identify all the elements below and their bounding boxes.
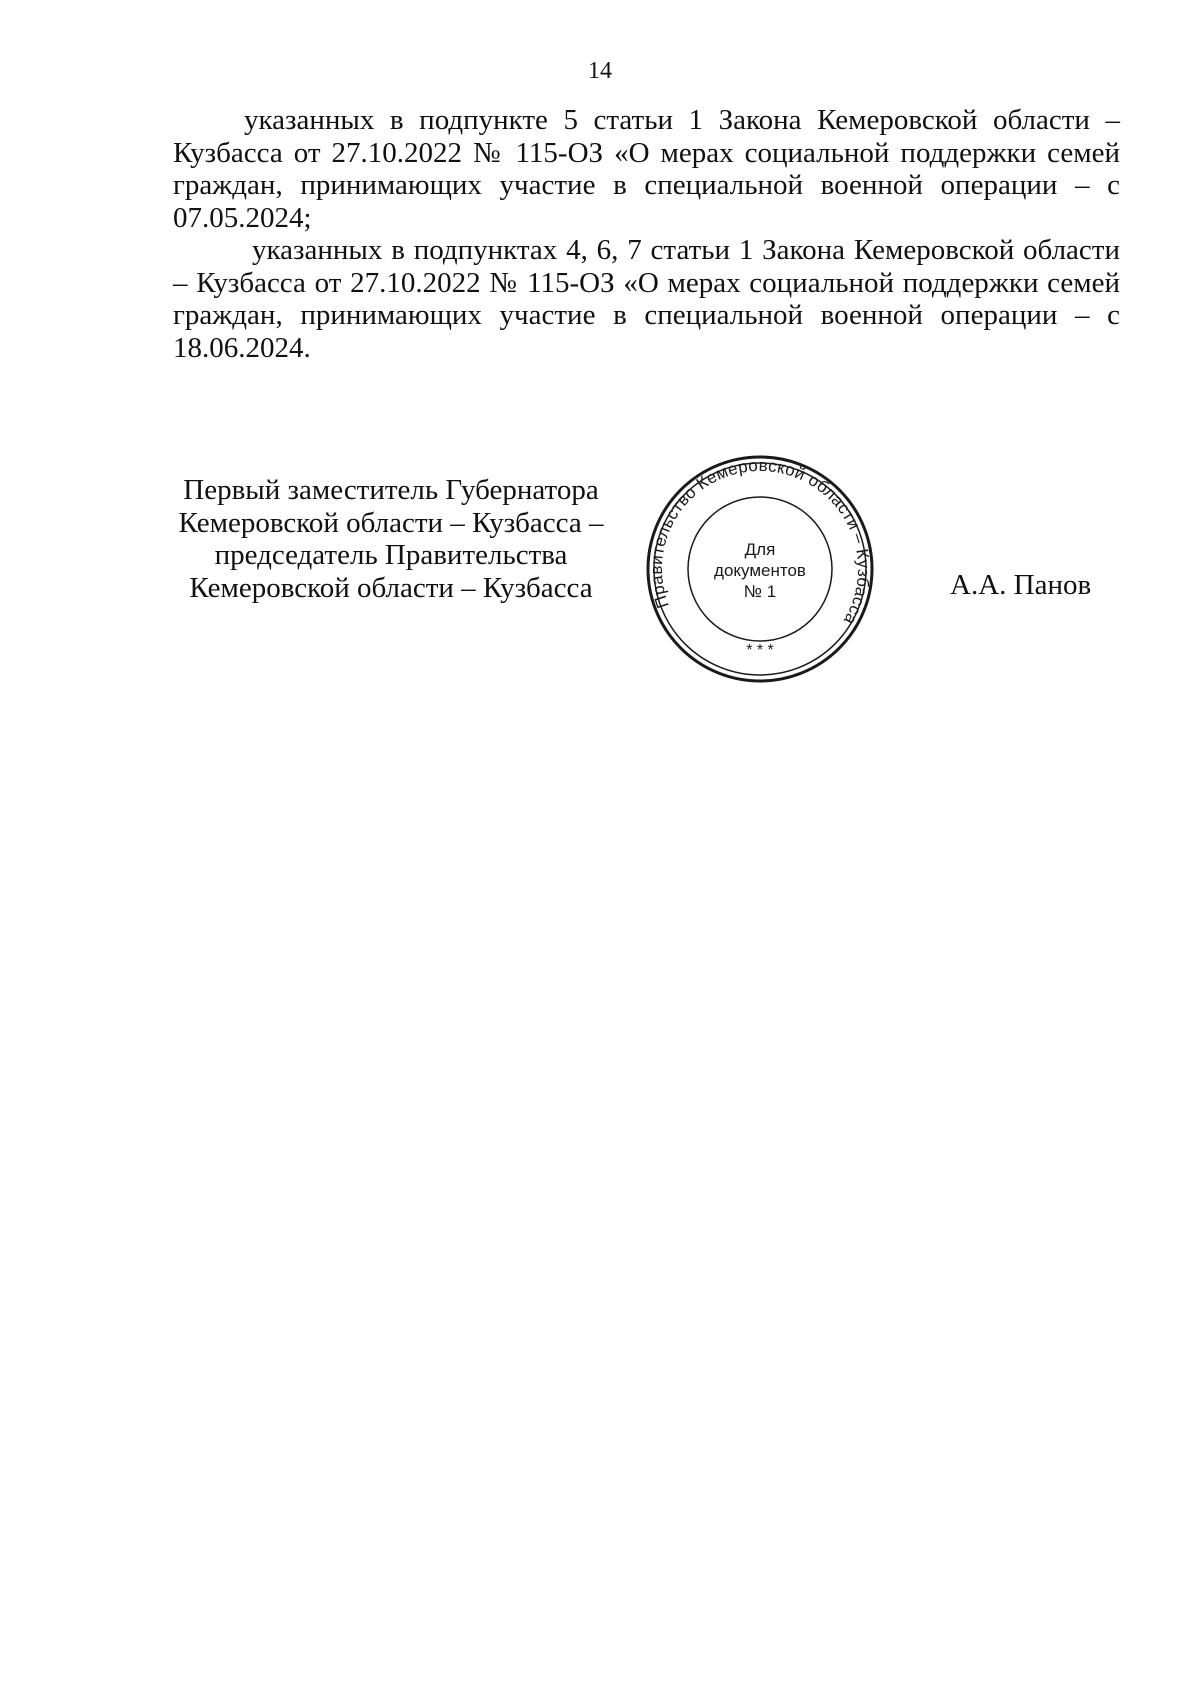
stamp-ring-text: Правительство Кемеровской области – Кузбасса (646, 455, 874, 629)
signatory-position-line: Первый заместитель Губернатора (183, 474, 599, 506)
page-number: 14 (588, 58, 612, 84)
stamp-center-line: документов (714, 561, 806, 580)
signatory-name: А.А. Панов (950, 569, 1092, 601)
paragraph-1: указанных в подпункте 5 статьи 1 Закона Кемеровской области – Кузбасса от 27.10.2022 № 115-ОЗ «О мерах социальной поддержки семей граждан, принимающих участие в специальной военной операции – с 07.05.2024; (173, 104, 1120, 234)
stamp-seal-graphic (644, 453, 876, 685)
signatory-position-line: Кемеровской области – Кузбасса – (178, 506, 604, 539)
official-stamp (644, 453, 876, 685)
stamp-center-line: Для (744, 540, 776, 559)
paragraph-2: указанных в подпунктах 4, 6, 7 статьи 1 Закона Кемеровской области – Кузбасса от 27.10.2022 № 115-ОЗ «О мерах социальной поддержки семей граждан, принимающих участие в специальной военной операции – с 18.06.2024. (173, 234, 1120, 364)
stamp-center-line: № 1 (743, 582, 777, 601)
signatory-position-line: Кемеровской области – Кузбасса (189, 571, 593, 604)
stamp-stars: * * * (746, 642, 774, 659)
body-text (173, 104, 1120, 364)
signatory-position (158, 474, 624, 604)
signatory-position-line: председатель Правительства (214, 539, 568, 571)
